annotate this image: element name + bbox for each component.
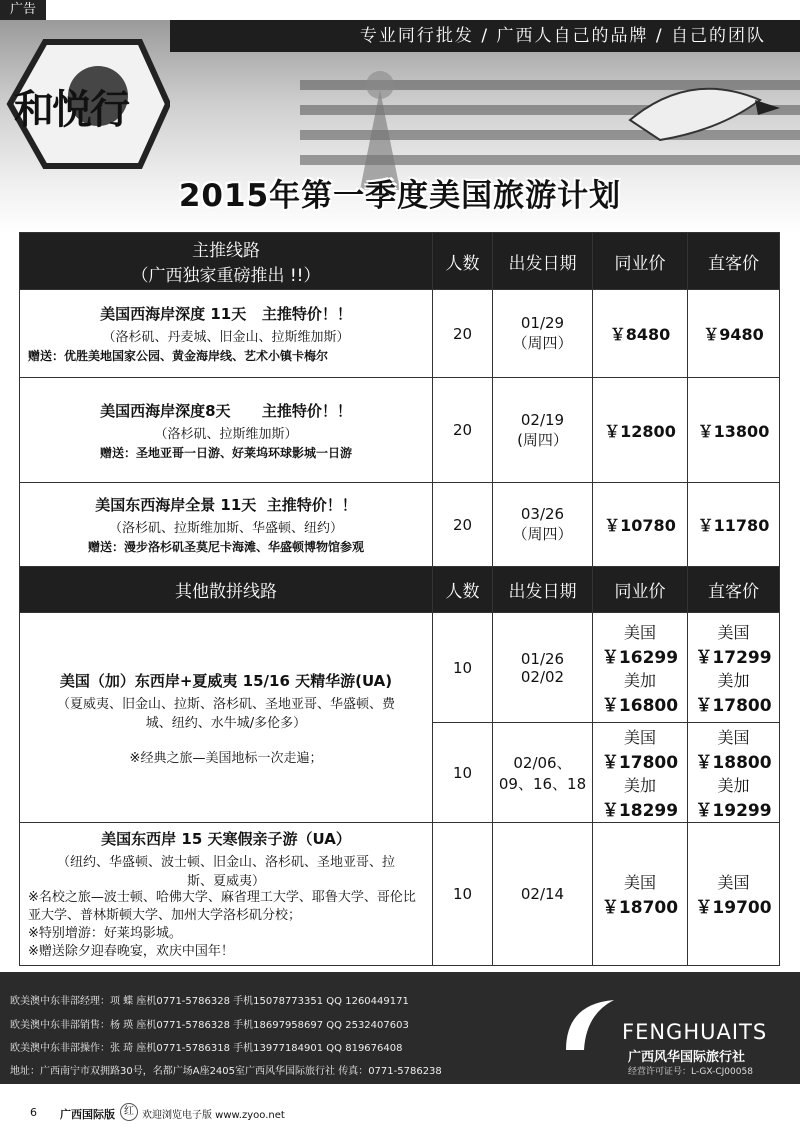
itinerary-table [19, 232, 780, 966]
col-direct-price: 直客价 [688, 233, 780, 290]
website-link[interactable]: 欢迎浏览电子版 www.zyoo.net [142, 1110, 285, 1121]
other-route-2: 美国东西岸 15 天寒假亲子游（UA） （纽约、华盛顿、波士顿、旧金山、洛杉矶、圣地亚哥、拉斯、夏威夷） ※名校之旅—波士顿、哈佛大学、麻省理工大学、耶鲁大学、哥伦比亚大学、普林斯顿大学、加州大学洛杉矶分校； ※特别增游：好莱坞影城。 ※赠送除夕迎春晚宴，欢庆中国年！ 10 02/14 美国 ￥18700 美国 ￥19700 [20, 823, 780, 966]
slogan-bar: 专业同行批发 / 广西人自己的品牌 / 自己的团队 [170, 20, 800, 52]
contact-operations: 欧美澳中东非部操作：张 琦 座机0771-5786318 手机13977184901 QQ 819676408 [10, 1043, 403, 1054]
company-name-cn: 广西风华国际旅行社 [628, 1050, 746, 1065]
license-number: 经营许可证号：L-GX-CJ00058 [628, 1067, 753, 1077]
ad-tag: 广告 [0, 0, 46, 20]
featured-route-1: 美国西海岸深度 11天 主推特价！！ （洛杉矶、丹麦城、旧金山、拉斯维加斯） 赠送：优胜美地国家公园、黄金海岸线、艺术小镇卡梅尔 20 01/29 （周四） ￥8480 ￥9480 [20, 290, 780, 378]
banner [0, 20, 800, 232]
other-section-heading: 其他散拼线路 [20, 567, 433, 613]
featured-route-3: 美国东西海岸全景 11天 主推特价！！ （洛杉矶、拉斯维加斯、华盛顿、纽约） 赠送：漫步洛杉矶圣莫尼卡海滩、华盛顿博物馆参观 20 03/26 （周四） ￥10780 ￥11780 [20, 483, 780, 567]
contact-manager: 欧美澳中东非部经理：项 蝶 座机0771-5786328 手机15078773351 QQ 1260449171 [10, 996, 409, 1007]
col-trade-price: 同业价 [593, 233, 688, 290]
other-route-1-row-2: 10 02/06、 09、16、18 美国 ￥17800 美加 ￥18299 美国 ￥18800 美加 ￥19299 [20, 723, 780, 823]
featured-route-2: 美国西海岸深度8天 主推特价！！ （洛杉矶、拉斯维加斯） 赠送：圣地亚哥一日游、好莱坞环球影城一日游 20 02/19 (周四） ￥12800 ￥13800 [20, 378, 780, 483]
page-footer [0, 1100, 800, 1125]
other-route-1-row-1: 美国（加）东西岸+夏威夷 15/16 天精华游(UA) （夏威夷、旧金山、拉斯、洛杉矶、圣地亚哥、华盛顿、费城、纽约、水牛城/多伦多） ※经典之旅—美国地标一次走遍； 10 01/26 02/02 美国 ￥16299 美加 ￥16800 美国 ￥17299 美加 ￥17800 [20, 613, 780, 723]
col-people: 人数 [433, 233, 493, 290]
page-number: 6 [30, 1106, 37, 1119]
contact-sales: 欧美澳中东非部销售：杨 瑛 座机0771-5786328 手机18697958697 QQ 2532407603 [10, 1020, 409, 1031]
logo-text: 和悦行 [14, 86, 128, 133]
fenghua-logo-icon [560, 994, 620, 1054]
edition-label: 广西国际版 [60, 1108, 115, 1121]
col-date: 出发日期 [493, 233, 593, 290]
page-title: 2015年第一季度美国旅游计划 [178, 178, 622, 214]
header-row-other: 其他散拼线路 人数 出发日期 同业价 直客价 [20, 567, 780, 613]
featured-section-heading: 主推线路 （广西独家重磅推出 !!） [20, 233, 433, 290]
edition-badge-icon: 红 [120, 1103, 138, 1121]
company-name-en: FENGHUAITS [622, 1020, 768, 1044]
contact-address: 地址：广西南宁市双拥路30号，名都广场A座2405室广西风华国际旅行社 传真：0771-5786238 [10, 1066, 442, 1077]
header-row-featured [20, 233, 780, 290]
footer [0, 972, 800, 1084]
